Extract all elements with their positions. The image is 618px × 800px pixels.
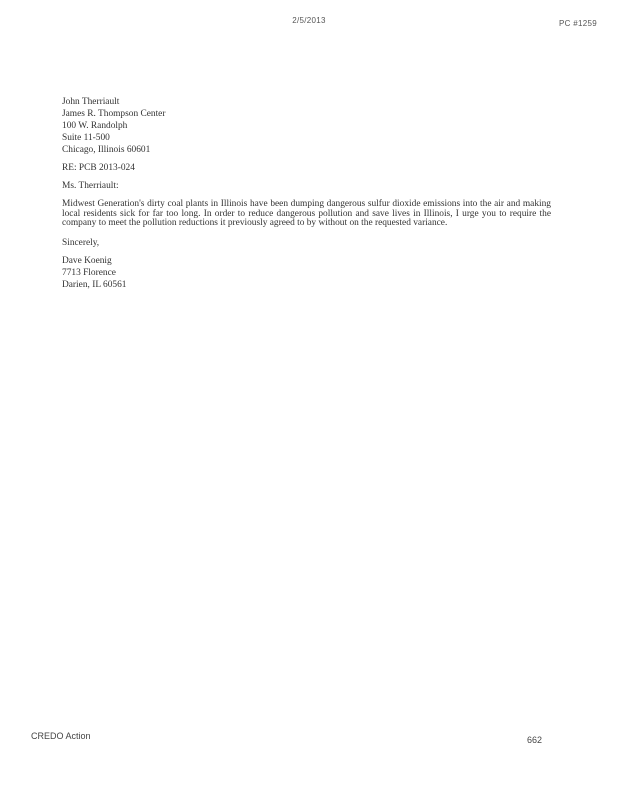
public-comment-number: PC #1259	[559, 19, 597, 28]
body-paragraph: Midwest Generation's dirty coal plants in Illinois have been dumping dangerous sulfur dioxide emissions into the air and making local residents sick for far too long. In order to reduce dangerous pollution and save lives in Illinois, I urge you to require the company to meet the pollution reductions it previously agreed to by without on the requested variance.	[62, 199, 551, 228]
sender-address-line: 7713 Florence	[62, 267, 116, 278]
recipient-name: John Therriault	[62, 97, 120, 107]
header-date: 2/5/2013	[292, 16, 326, 25]
closing: Sincerely,	[62, 237, 100, 248]
recipient-address-line: 100 W. Randolph	[62, 121, 128, 131]
footer-organization: CREDO Action	[31, 731, 91, 741]
sender-address-line: Darien, IL 60561	[62, 279, 127, 290]
recipient-address-line: Suite 11-500	[62, 133, 110, 143]
recipient-address	[62, 96, 551, 156]
page-number: 662	[527, 735, 543, 745]
sender-name: Dave Koenig	[62, 255, 112, 266]
recipient-address-line: James R. Thompson Center	[62, 109, 166, 119]
reference-line: RE: PCB 2013-024	[62, 163, 135, 173]
recipient-address-line: Chicago, Illinois 60601	[62, 145, 151, 155]
letter-body	[62, 96, 551, 291]
salutation: Ms. Therriault:	[62, 181, 119, 191]
sender-address	[62, 255, 551, 291]
